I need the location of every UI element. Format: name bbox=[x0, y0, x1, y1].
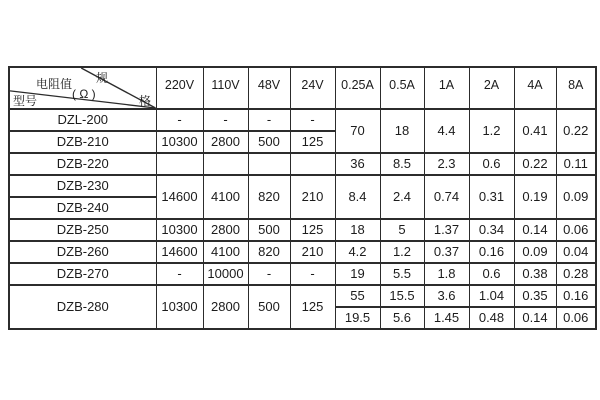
cell-200-210-4a: 0.41 bbox=[514, 109, 556, 153]
col-header-4a: 4A bbox=[514, 67, 556, 109]
col-header-0-5a: 0.5A bbox=[380, 67, 424, 109]
corner-resistance-label: 电阻值 bbox=[36, 77, 73, 91]
cell-dzb260-4a: 0.09 bbox=[514, 241, 556, 263]
cell-dzb280-sub2-4a: 0.14 bbox=[514, 307, 556, 329]
col-header-2a: 2A bbox=[469, 67, 514, 109]
cell-dzb280-sub2-1a: 1.45 bbox=[424, 307, 469, 329]
cell-dzb280-sub1-4a: 0.35 bbox=[514, 285, 556, 307]
cell-dzb270-110v: 10000 bbox=[203, 263, 248, 285]
cell-dzb220-24v bbox=[290, 153, 335, 175]
row-header-dzb-280: DZB-280 bbox=[9, 285, 156, 329]
cell-dzb260-0-25a: 4.2 bbox=[335, 241, 380, 263]
cell-dzb260-24v: 210 bbox=[290, 241, 335, 263]
cell-dzb250-24v: 125 bbox=[290, 219, 335, 241]
cell-dzb280-220v: 10300 bbox=[156, 285, 203, 329]
col-header-8a: 8A bbox=[556, 67, 596, 109]
cell-dzb220-1a: 2.3 bbox=[424, 153, 469, 175]
table-row-dzb-270 bbox=[9, 263, 596, 285]
table-row-dzb-280 bbox=[9, 285, 596, 307]
cell-dzb260-110v: 4100 bbox=[203, 241, 248, 263]
cell-dzb280-sub1-0-25a: 55 bbox=[335, 285, 380, 307]
cell-dzb210-220v: 10300 bbox=[156, 131, 203, 153]
cell-dzb270-220v: - bbox=[156, 263, 203, 285]
cell-dzb280-sub2-8a: 0.06 bbox=[556, 307, 596, 329]
cell-dzb250-0-5a: 5 bbox=[380, 219, 424, 241]
cell-dzb210-24v: 125 bbox=[290, 131, 335, 153]
row-header-dzb-270: DZB-270 bbox=[9, 263, 156, 285]
col-header-1a: 1A bbox=[424, 67, 469, 109]
corner-spec-label-top: 规 bbox=[96, 71, 109, 85]
cell-dzb280-sub1-8a: 0.16 bbox=[556, 285, 596, 307]
cell-dzb210-110v: 2800 bbox=[203, 131, 248, 153]
row-header-dzb-220: DZB-220 bbox=[9, 153, 156, 175]
header-row bbox=[9, 67, 596, 109]
cell-dzb250-110v: 2800 bbox=[203, 219, 248, 241]
col-header-220v: 220V bbox=[156, 67, 203, 109]
cell-dzb270-48v: - bbox=[248, 263, 290, 285]
cell-dzb250-0-25a: 18 bbox=[335, 219, 380, 241]
cell-dzb260-48v: 820 bbox=[248, 241, 290, 263]
row-header-dzb-240: DZB-240 bbox=[9, 197, 156, 219]
cell-dzb220-8a: 0.11 bbox=[556, 153, 596, 175]
cell-dzb270-8a: 0.28 bbox=[556, 263, 596, 285]
cell-dzb280-24v: 125 bbox=[290, 285, 335, 329]
cell-dzl200-24v: - bbox=[290, 109, 335, 131]
cell-dzb220-48v bbox=[248, 153, 290, 175]
cell-230-240-0-5a: 2.4 bbox=[380, 175, 424, 219]
table-row-dzb-220 bbox=[9, 153, 596, 175]
cell-dzb220-0-25a: 36 bbox=[335, 153, 380, 175]
cell-dzb280-sub1-1a: 3.6 bbox=[424, 285, 469, 307]
cell-230-240-4a: 0.19 bbox=[514, 175, 556, 219]
cell-dzb270-2a: 0.6 bbox=[469, 263, 514, 285]
cell-230-240-24v: 210 bbox=[290, 175, 335, 219]
corner-header-cell bbox=[9, 67, 156, 109]
col-header-110v: 110V bbox=[203, 67, 248, 109]
cell-dzb220-220v bbox=[156, 153, 203, 175]
cell-dzb210-48v: 500 bbox=[248, 131, 290, 153]
cell-dzb250-4a: 0.14 bbox=[514, 219, 556, 241]
col-header-24v: 24V bbox=[290, 67, 335, 109]
cell-dzb220-2a: 0.6 bbox=[469, 153, 514, 175]
corner-spec-label-bottom: 格 bbox=[139, 94, 152, 108]
corner-resistance-unit: ( Ω ) bbox=[72, 87, 96, 101]
cell-dzb280-sub2-2a: 0.48 bbox=[469, 307, 514, 329]
cell-230-240-48v: 820 bbox=[248, 175, 290, 219]
cell-dzb280-110v: 2800 bbox=[203, 285, 248, 329]
row-header-dzb-260: DZB-260 bbox=[9, 241, 156, 263]
cell-dzb220-0-5a: 8.5 bbox=[380, 153, 424, 175]
cell-dzl200-220v: - bbox=[156, 109, 203, 131]
cell-dzb280-sub1-2a: 1.04 bbox=[469, 285, 514, 307]
cell-dzb270-0-5a: 5.5 bbox=[380, 263, 424, 285]
cell-dzl200-110v: - bbox=[203, 109, 248, 131]
cell-dzb260-0-5a: 1.2 bbox=[380, 241, 424, 263]
cell-200-210-8a: 0.22 bbox=[556, 109, 596, 153]
cell-dzb270-4a: 0.38 bbox=[514, 263, 556, 285]
cell-dzb260-2a: 0.16 bbox=[469, 241, 514, 263]
resistance-spec-table bbox=[8, 66, 597, 330]
cell-dzb280-sub2-0-25a: 19.5 bbox=[335, 307, 380, 329]
cell-dzb270-24v: - bbox=[290, 263, 335, 285]
cell-230-240-8a: 0.09 bbox=[556, 175, 596, 219]
cell-230-240-2a: 0.31 bbox=[469, 175, 514, 219]
table-row-dzb-230 bbox=[9, 175, 596, 197]
cell-200-210-1a: 4.4 bbox=[424, 109, 469, 153]
cell-dzb270-1a: 1.8 bbox=[424, 263, 469, 285]
cell-dzb260-8a: 0.04 bbox=[556, 241, 596, 263]
cell-200-210-0-5a: 18 bbox=[380, 109, 424, 153]
cell-dzb250-220v: 10300 bbox=[156, 219, 203, 241]
table-row-dzl-200 bbox=[9, 109, 596, 131]
cell-dzl200-48v: - bbox=[248, 109, 290, 131]
cell-dzb280-sub1-0-5a: 15.5 bbox=[380, 285, 424, 307]
row-header-dzb-230: DZB-230 bbox=[9, 175, 156, 197]
cell-200-210-0-25a: 70 bbox=[335, 109, 380, 153]
cell-230-240-110v: 4100 bbox=[203, 175, 248, 219]
col-header-0-25a: 0.25A bbox=[335, 67, 380, 109]
cell-dzb220-4a: 0.22 bbox=[514, 153, 556, 175]
cell-dzb280-sub2-0-5a: 5.6 bbox=[380, 307, 424, 329]
cell-dzb250-1a: 1.37 bbox=[424, 219, 469, 241]
cell-dzb260-220v: 14600 bbox=[156, 241, 203, 263]
table-row-dzb-260 bbox=[9, 241, 596, 263]
row-header-dzb-210: DZB-210 bbox=[9, 131, 156, 153]
cell-230-240-220v: 14600 bbox=[156, 175, 203, 219]
cell-200-210-2a: 1.2 bbox=[469, 109, 514, 153]
cell-dzb250-48v: 500 bbox=[248, 219, 290, 241]
cell-dzb270-0-25a: 19 bbox=[335, 263, 380, 285]
cell-230-240-1a: 0.74 bbox=[424, 175, 469, 219]
cell-230-240-0-25a: 8.4 bbox=[335, 175, 380, 219]
cell-dzb250-8a: 0.06 bbox=[556, 219, 596, 241]
row-header-dzb-250: DZB-250 bbox=[9, 219, 156, 241]
cell-dzb250-2a: 0.34 bbox=[469, 219, 514, 241]
cell-dzb220-110v bbox=[203, 153, 248, 175]
table-row-dzb-250 bbox=[9, 219, 596, 241]
cell-dzb280-48v: 500 bbox=[248, 285, 290, 329]
col-header-48v: 48V bbox=[248, 67, 290, 109]
row-header-dzl-200: DZL-200 bbox=[9, 109, 156, 131]
cell-dzb260-1a: 0.37 bbox=[424, 241, 469, 263]
corner-model-label: 型号 bbox=[13, 94, 38, 108]
